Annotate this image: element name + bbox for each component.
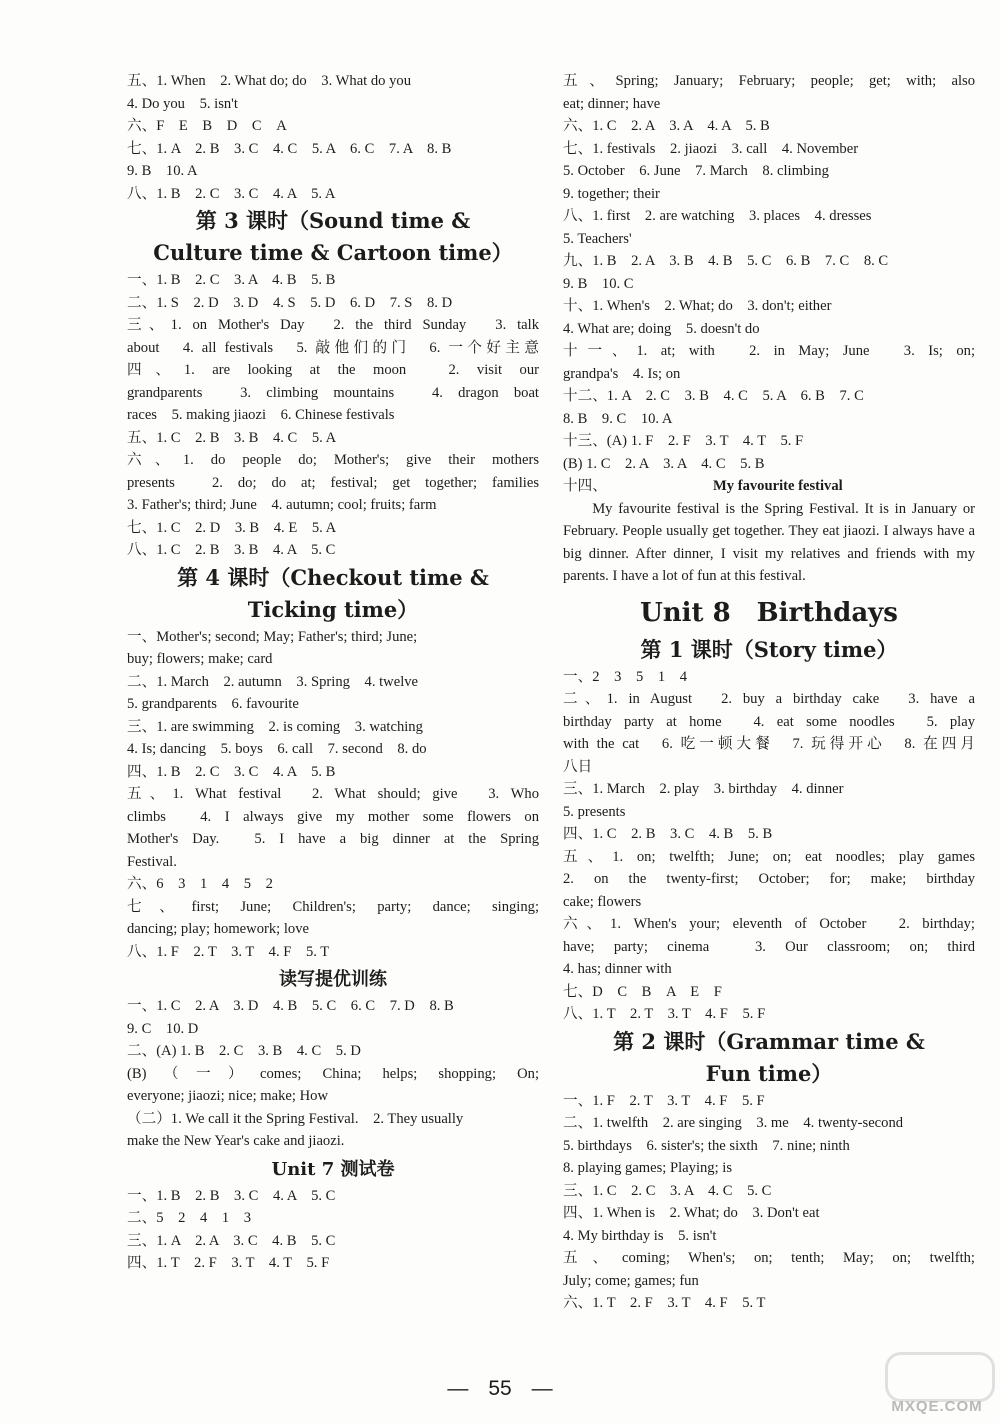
answer-line: 一、1. C 2. A 3. D 4. B 5. C 6. C 7. D 8. B	[127, 998, 454, 1014]
answer-line: 8. B 9. C 10. A	[563, 410, 673, 427]
answer-line: grandparents 3. climbing mountains 4. dragon boat	[127, 384, 539, 401]
answer-line: 六、6 3 1 4 5 2	[127, 876, 273, 892]
right-block-1	[563, 70, 975, 475]
answer-line: about 4. all festivals 5. 敲他们的门 6. 一个好主意	[127, 339, 539, 356]
answer-line: 4. Is; dancing 5. boys 6. call 7. second 8. do	[127, 741, 427, 757]
answer-line: 四、1. B 2. C 3. C 4. A 5. B	[127, 763, 336, 780]
answer-line: Mother's Day. 5. I have a big dinner at the Spring	[127, 831, 539, 847]
unit7-test-heading: Unit 7 测试卷	[271, 1158, 395, 1180]
essay-title-row	[563, 475, 975, 498]
answer-line: 五、1. on; twelfth; June; on; eat noodles; play games	[563, 848, 975, 865]
lesson4-heading	[127, 562, 539, 626]
answer-line: 8. playing games; Playing; is	[563, 1160, 733, 1176]
answer-line: 六、1. C 2. A 3. A 4. A 5. B	[563, 118, 770, 134]
page-number-dash-left: —	[447, 1377, 469, 1400]
answer-line: dancing; play; homework; love	[127, 921, 309, 937]
answer-line: with the cat 6. 吃一顿大餐 7. 玩得开心 8. 在四月	[563, 736, 975, 752]
answer-line: 4. Do you 5. isn't	[127, 95, 238, 112]
answer-line: 5. grandparents 6. favourite	[127, 696, 299, 712]
right-column	[563, 70, 975, 1315]
answer-line: 十二、1. A 2. C 3. B 4. C 5. A 6. B 7. C	[563, 388, 864, 404]
answer-line: 六、1. When's your; eleventh of October 2. birthday;	[563, 916, 975, 932]
answer-line: 一、1. F 2. T 3. T 4. F 5. F	[563, 1092, 765, 1109]
answer-line: (B) 1. C 2. A 3. A 4. C 5. B	[563, 455, 765, 472]
answer-line: 八、1. B 2. C 3. C 4. A 5. A	[127, 185, 336, 202]
answer-line: 4. My birthday is 5. isn't	[563, 1227, 717, 1244]
answer-line: 二、5 2 4 1 3	[127, 1210, 252, 1226]
answer-line: have; party; cinema 3. Our classroom; on; third	[563, 938, 975, 955]
answer-line: 八日	[563, 758, 593, 775]
answer-line: 一、2 3 5 1 4	[563, 668, 688, 685]
answer-line: make the New Year's cake and jiaozi.	[127, 1133, 345, 1149]
answer-line: races 5. making jiaozi 6. Chinese festivals	[127, 407, 395, 423]
answer-line: 五、coming; When's; on; tenth; May; on; twelfth;	[563, 1250, 975, 1266]
unit8-lesson2-heading-line2: Fun time）	[705, 1060, 833, 1086]
answer-line: 六、F E B D C A	[127, 118, 287, 134]
answer-line: 三、1. March 2. play 3. birthday 4. dinner	[563, 781, 844, 797]
answer-line: 四、1. T 2. F 3. T 4. T 5. F	[127, 1255, 330, 1271]
answer-line: 9. C 10. D	[127, 1020, 199, 1037]
page-number: 55	[488, 1377, 512, 1400]
answer-line: 十、1. When's 2. What; do 3. don't; either	[563, 298, 832, 314]
answer-line: 一、1. B 2. C 3. A 4. B 5. B	[127, 272, 336, 288]
answer-line: 二、1. March 2. autumn 3. Spring 4. twelve	[127, 673, 419, 690]
unit8-lesson1-heading: 第 1 课时（Story time）	[640, 636, 898, 662]
answer-line: presents 2. do; do at; festival; get together; families	[127, 474, 539, 491]
answer-line: 5. presents	[563, 803, 626, 820]
lesson3-heading-line2: Culture time & Cartoon time）	[153, 240, 513, 265]
answer-line: 七、1. C 2. D 3. B 4. E 5. A	[127, 519, 337, 536]
unit8-lesson2-heading	[563, 1026, 975, 1090]
answer-line: everyone; jiaozi; nice; make; How	[127, 1088, 328, 1104]
answer-line: July; come; games; fun	[563, 1272, 699, 1289]
answer-line: buy; flowers; make; card	[127, 651, 273, 667]
answer-line: 5. October 6. June 7. March 8. climbing	[563, 163, 829, 179]
essay-text: My favourite festival is the Spring Festival. It is in January or February. People usually get together. They eat jiaozi. I always have a big dinner. After dinner, I visit my relatives and friends with my parents. I have a lot of fun at this festival.	[563, 500, 975, 584]
answer-line: 八、1. F 2. T 3. T 4. F 5. T	[127, 943, 330, 960]
answer-line: 四、1. C 2. B 3. C 4. B 5. B	[563, 826, 773, 842]
answer-line: 七、first; June; Children's; party; dance; singing;	[127, 898, 539, 915]
answer-line: 一、Mother's; second; May; Father's; third; June;	[127, 628, 418, 645]
lesson3-heading	[127, 205, 539, 269]
answer-line: 9. B 10. C	[563, 275, 634, 292]
left-block-4	[127, 995, 539, 1153]
answer-line: 4. has; dinner with	[563, 961, 672, 977]
answer-line: 九、1. B 2. A 3. B 4. B 5. C 6. B 7. C 8. C	[563, 253, 889, 269]
answer-line: eat; dinner; have	[563, 95, 661, 112]
answer-line: 五、1. What festival 2. What should; give 3. Who	[127, 786, 539, 802]
answer-line: 十三、(A) 1. F 2. F 3. T 4. T 5. F	[563, 433, 804, 449]
unit8-heading: Unit 8 Birthdays	[640, 597, 898, 628]
answer-line: 四、1. are looking at the moon 2. visit our	[127, 362, 539, 378]
answer-line: birthday party at home 4. eat some noodles 5. play	[563, 713, 975, 730]
answer-line: 二、1. S 2. D 3. D 4. S 5. D 6. D 7. S 8. D	[127, 294, 453, 311]
answer-line: 六、1. do people do; Mother's; give their mothers	[127, 452, 539, 468]
answer-line: 三、1. A 2. A 3. C 4. B 5. C	[127, 1232, 336, 1249]
answer-line: 2. on the twenty-first; October; for; make; birthday	[563, 871, 975, 887]
answer-line: 五、Spring; January; February; people; get; with; also	[563, 73, 975, 89]
lesson4-heading-line2: Ticking time）	[247, 596, 419, 622]
lesson4-heading-line1: 第 4 课时（Checkout time &	[177, 564, 489, 590]
right-block-3	[563, 1090, 975, 1315]
answer-line: 二、1. twelfth 2. are singing 3. me 4. twenty-second	[563, 1115, 904, 1131]
answer-line: climbs 4. I always give my mother some flowers on	[127, 808, 539, 825]
page-number-dash-right: —	[531, 1377, 553, 1400]
answer-line: 八、1. C 2. B 3. B 4. A 5. C	[127, 542, 336, 558]
essay-label: 十四、	[563, 478, 607, 494]
answer-line: 9. B 10. A	[127, 163, 198, 179]
left-column	[127, 70, 539, 1275]
essay-title: My favourite festival	[713, 478, 843, 494]
answer-line: 四、1. When is 2. What; do 3. Don't eat	[563, 1205, 820, 1221]
answer-line: （二）1. We call it the Spring Festival. 2. They usually	[127, 1110, 464, 1127]
reading-writing-heading: 读写提优训练	[279, 969, 387, 990]
answer-line: 三、1. are swimming 2. is coming 3. watching	[127, 718, 423, 735]
left-block-5	[127, 1185, 539, 1275]
answer-line: 五、1. C 2. B 3. B 4. C 5. A	[127, 429, 337, 446]
left-block-1	[127, 70, 539, 205]
page-number-row	[0, 1377, 1000, 1401]
lesson3-heading-line1: 第 3 课时（Sound time &	[195, 208, 471, 233]
answer-line: (B)（一）comes; China; helps; shopping; On;	[127, 1065, 539, 1082]
left-block-2	[127, 269, 539, 562]
watermark-text: MXQE.COM	[891, 1398, 983, 1415]
answer-line: 二、1. in August 2. buy a birthday cake 3. have a	[563, 691, 975, 707]
unit8-lesson2-heading-line1: 第 2 课时（Grammar time &	[613, 1028, 925, 1054]
left-block-3	[127, 626, 539, 964]
answer-line: 三、1. on Mother's Day 2. the third Sunday 3. talk	[127, 317, 539, 333]
answer-line: cake; flowers	[563, 893, 642, 910]
answer-line: 4. What are; doing 5. doesn't do	[563, 320, 760, 337]
right-block-2	[563, 666, 975, 1026]
answer-line: 5. birthdays 6. sister's; the sixth 7. nine; ninth	[563, 1137, 850, 1154]
answer-line: 八、1. T 2. T 3. T 4. F 5. F	[563, 1006, 766, 1022]
answer-line: 七、1. A 2. B 3. C 4. C 5. A 6. C 7. A 8. B	[127, 140, 452, 157]
answer-line: grandpa's 4. Is; on	[563, 365, 681, 382]
watermark-logo	[885, 1352, 989, 1416]
answer-line: 三、1. C 2. C 3. A 4. C 5. C	[563, 1182, 772, 1199]
answer-line: 八、1. first 2. are watching 3. places 4. dresses	[563, 208, 872, 224]
answer-line: Festival.	[127, 853, 177, 870]
answer-line: 二、(A) 1. B 2. C 3. B 4. C 5. D	[127, 1043, 361, 1059]
answer-line: 一、1. B 2. B 3. C 4. A 5. C	[127, 1187, 336, 1204]
answer-line: 六、1. T 2. F 3. T 4. F 5. T	[563, 1295, 766, 1311]
answer-line: 3. Father's; third; June 4. autumn; cool; fruits; farm	[127, 497, 437, 513]
answer-line: 十一、1. at; with 2. in May; June 3. Is; on;	[563, 343, 975, 359]
watermark-badge-icon	[885, 1352, 995, 1402]
answer-line: 五、1. When 2. What do; do 3. What do you	[127, 73, 412, 89]
answer-line: 七、1. festivals 2. jiaozi 3. call 4. November	[563, 140, 859, 157]
answer-line: 七、D C B A E F	[563, 983, 722, 1000]
answer-line: 9. together; their	[563, 185, 660, 202]
answer-line: 5. Teachers'	[563, 230, 632, 247]
